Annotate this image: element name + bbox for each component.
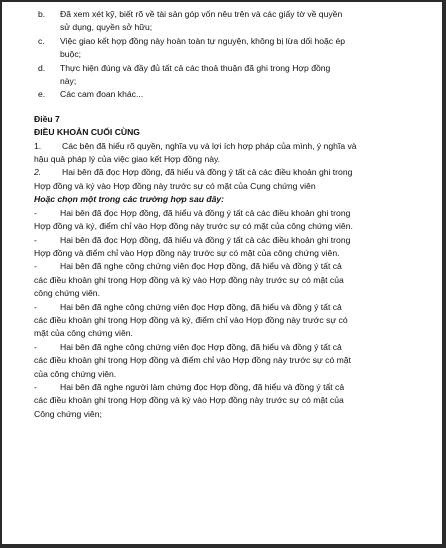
dash-marker: - (34, 381, 37, 392)
article-number: Điều 7 (34, 113, 60, 124)
article-title: ĐIỀU KHOẢN CUỐI CÙNG (34, 127, 140, 138)
option-item (34, 207, 412, 234)
option-text: công chứng viên. (34, 288, 100, 299)
list-marker: b. (38, 9, 46, 19)
list-item-c (34, 35, 412, 62)
list-text: này; (60, 76, 77, 87)
option-list (34, 207, 412, 422)
list-marker: d. (38, 62, 46, 73)
dash-marker: - (34, 234, 37, 245)
choose-option-label: Hoặc chọn một trong các trường hợp sau đây: (34, 194, 225, 205)
list-text: Các cam đoan khác... (60, 89, 144, 100)
list-item-b (34, 8, 412, 35)
clause-text: hậu quả pháp lý của việc giao kết Hợp đồng này. (34, 154, 221, 165)
clause-1 (34, 140, 412, 167)
clause-text: Các bên đã hiểu rõ quyền, nghĩa vụ và lợi ích hợp pháp của mình, ý nghĩa và (62, 140, 357, 151)
document-page (2, 2, 442, 544)
option-text: Hai bên đã đọc Hợp đồng, đã hiểu và đồng ý tất cả các điều khoản ghi trong (60, 234, 351, 245)
option-item (34, 341, 412, 381)
list-text: Đã xem xét kỹ, biết rõ về tài sản góp vốn nêu trên và các giấy tờ về quyền (60, 9, 343, 19)
option-text: các điều khoản ghi trong Hợp đồng và ký vào Hợp đồng này trước sự có mặt của (34, 274, 344, 285)
clause-text: Hợp đồng và ký vào Hợp đồng này trước sự có mặt của Cụng chứng viên (34, 180, 316, 191)
option-text: Hai bên đã nghe người làm chứng đọc Hợp đồng, đã hiểu và đồng ý tất cả (60, 381, 345, 392)
list-text: sử dụng, quyền sở hữu; (60, 22, 153, 33)
option-item (34, 301, 412, 341)
clause-number: 1. (34, 140, 42, 151)
option-text: mặt của công chứng viên. (34, 328, 133, 339)
option-text: các điều khoản ghi trong Hợp đồng và ký vào Hợp đồng này trước sự có mặt của (34, 395, 344, 406)
option-text: Hợp đồng và ký, điểm chỉ vào Hợp đồng này trước sự có mặt của công chứng viên. (34, 221, 353, 232)
option-text: Hai bên đã nghe công chứng viên đọc Hợp đồng, đã hiểu và đồng ý tất cả (60, 341, 342, 352)
document-body (34, 8, 412, 421)
option-text: Công chứng viên; (34, 408, 102, 419)
option-text: Hai bên đã nghe công chứng viên đọc Hợp đồng, đã hiểu và đồng ý tất cả (60, 261, 342, 272)
option-item (34, 260, 412, 300)
option-text: các điều khoản ghi trong Hợp đồng và ký, điểm chỉ vào Hợp đồng này trước sự có (34, 314, 348, 325)
option-item (34, 234, 412, 261)
option-item (34, 381, 412, 421)
clause-number: 2. (34, 167, 42, 178)
section-gap (34, 102, 412, 113)
clause-2 (34, 166, 412, 193)
option-text: của công chứng viên. (34, 368, 117, 379)
list-text: Việc giao kết hợp đồng này hoàn toàn tự nguyện, không bị lừa dối hoặc ép (60, 35, 346, 46)
option-text: Hai bên đã đọc Hợp đồng, đã hiểu và đồng ý tất cả các điều khoản ghi trong (60, 207, 351, 218)
option-text: Hợp đồng và điểm chỉ vào Hợp đồng này trước sự có mặt của công chứng viên. (34, 247, 340, 258)
dash-marker: - (34, 341, 37, 352)
option-text: các điều khoản ghi trong Hợp đồng và điểm chỉ vào Hợp đồng này trước sự có mặt (34, 355, 351, 366)
dash-marker: - (34, 207, 37, 218)
list-text: buộc; (60, 49, 82, 60)
list-item-d (34, 62, 412, 89)
clause-text: Hai bên đã đọc Hợp đồng, đã hiểu và đồng ý tất cả các điều khoản ghi trong (62, 167, 353, 178)
dash-marker: - (34, 301, 37, 312)
list-marker: c. (38, 35, 45, 46)
list-text: Thực hiện đúng và đầy đủ tất cả các thoả thuận đã ghi trong Hợp đồng (60, 62, 331, 73)
list-item-e (34, 88, 412, 101)
option-text: Hai bên đã nghe công chứng viên đọc Hợp đồng, đã hiểu và đồng ý tất cả (60, 301, 342, 312)
list-marker: e. (38, 89, 46, 100)
dash-marker: - (34, 261, 37, 272)
